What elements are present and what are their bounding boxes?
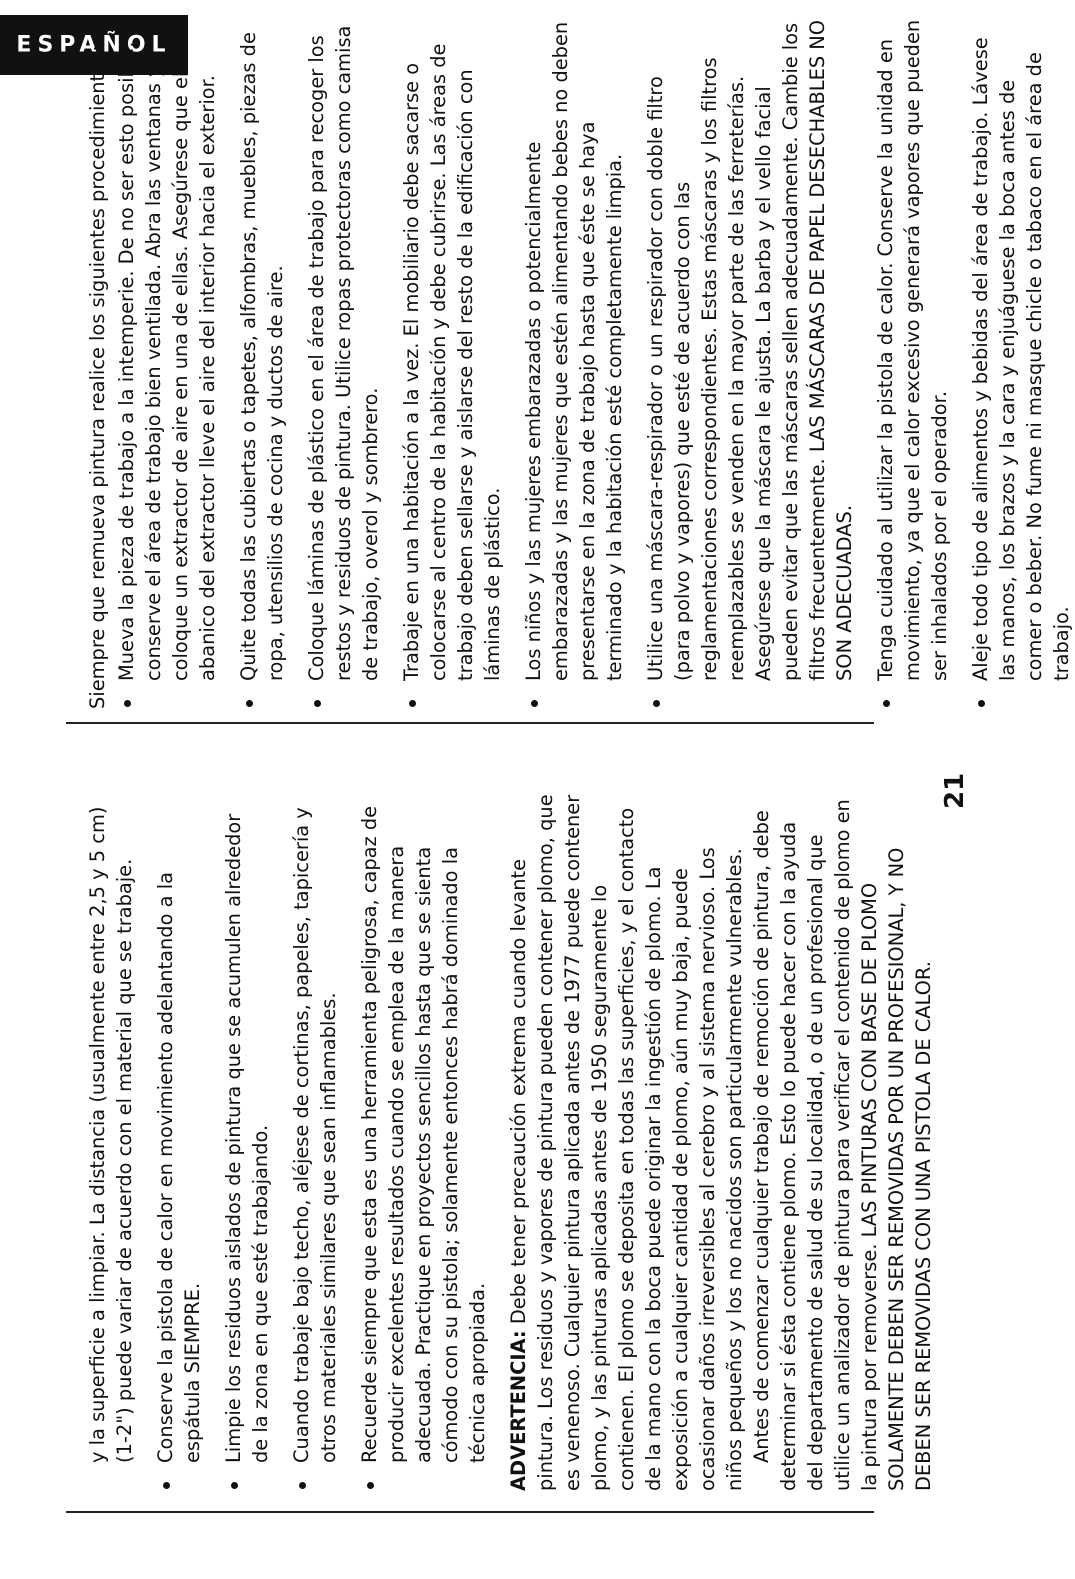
list-item: Utilice una máscara-respirador o un respirador con doble filtro (para polvo y vapores) que esté de acuerdo con las reglamentaciones correspondientes. Estas máscaras y los filtros reemplazables se venden en la mayor parte de las ferreterías. Asegúrese que la máscara le ajusta. La barba y el vello facial pueden evitar que las máscaras sellen adecuadamente. Cambie los filtros frecuentemente. LAS MÁSCARAS DE PAPEL DESECHABLES NO SON ADECUADAS. bbox=[642, 19, 858, 709]
bullet-icon bbox=[653, 700, 660, 707]
bullet-icon bbox=[231, 1482, 238, 1489]
list-item: Tenga cuidado al utilizar la pistola de calor. Conserve la unidad en movimiento, ya que el calor excesivo generará vapores que pueden ser inhalados por el operador. bbox=[872, 19, 953, 709]
list-item: Trabaje en una habitación a la vez. El mobiliario debe sacarse o colocarse al centro de la habitación y debe cubrirse. Las áreas de trabajo deben sellarse y aislarse del resto de la edificación con láminas de plástico. bbox=[398, 19, 506, 709]
bullet-icon bbox=[299, 1482, 306, 1489]
warning-paragraph bbox=[505, 791, 748, 1491]
list-item: Aleje todo tipo de alimentos y bebidas del área de trabajo. Lávese las manos, los brazos y la cara y enjuáguese la boca antes de comer o beber. No fume ni masque chicle o tabaco en el área de trabajo. bbox=[967, 19, 1075, 709]
list-item: Limpie los residuos aislados de pintura que se acumulen alrededor de la zona en que esté trabajando. bbox=[220, 791, 274, 1491]
bullet-icon bbox=[531, 700, 538, 707]
right-bullet-list bbox=[113, 19, 1075, 709]
language-tab-label: ESPAÑOL bbox=[16, 32, 172, 58]
list-item: Mueva la pieza de trabajo a la intemperie. De no ser esto posible, conserve el área de trabajo bien ventilada. Abra las ventanas y coloque un extractor de aire en una de ellas. Asegúrese que el abanico del extractor lleve el aire del interior hacia el exterior. bbox=[113, 19, 221, 709]
bullet-icon bbox=[314, 700, 321, 707]
right-column bbox=[84, 19, 1075, 709]
left-rule bbox=[66, 1511, 874, 1513]
bullet-icon bbox=[367, 1482, 374, 1489]
lead-test-paragraph: Antes de comenzar cualquier trabajo de remoción de pintura, debe determinar si ésta contiene plomo. Esto lo puede hacer con la ayuda del departamento de salud de su localidad, o de un profesional que utilice un analizador de pintura para verificar el contenido de plomo en la pintura por removerse. LAS PINTURAS CON BASE DE PLOMO SOLAMENTE DEBEN SER REMOVIDAS POR UN PROFESIONAL, Y NO DEBEN SER REMOVIDAS CON UNA PISTOLA DE CALOR. bbox=[750, 799, 935, 1491]
left-column bbox=[84, 791, 937, 1491]
left-bullet-list bbox=[152, 791, 491, 1491]
bullet-icon bbox=[246, 700, 253, 707]
center-rule bbox=[66, 722, 874, 724]
bullet-icon bbox=[409, 700, 416, 707]
warning-text: Debe tener precaución extrema cuando levante pintura. Los residuos y vapores de pintura pueden contener plomo, que es venenoso. Cualquier pintura aplicada antes de 1977 puede contener plomo, y las pinturas aplicadas antes de 1950 seguramente lo contienen. El plomo se deposita en todas las superficies, y el contacto de la mano con la boca puede originar la ingestión de plomo. La exposición a cualquier cantidad de plomo, aún muy baja, puede ocasionar daños irreversibles al cerebro y al sistema nervioso. Los niños pequeños y los no nacidos son particularmente vulnerables. bbox=[507, 794, 746, 1491]
page-number: 21 bbox=[940, 772, 970, 809]
procedures-intro: Siempre que remueva pintura realice los siguientes procedimientos: bbox=[86, 45, 109, 709]
warning-label: ADVERTENCIA: bbox=[507, 1330, 530, 1491]
list-item: Cuando trabaje bajo techo, aléjese de cortinas, papeles, tapicería y otros materiales similares que sean inflamables. bbox=[288, 791, 342, 1491]
list-item: Conserve la pistola de calor en movimiento adelantando a la espátula SIEMPRE. bbox=[152, 791, 206, 1491]
continuation-text: y la superficie a limpiar. La distancia (usualmente entre 2,5 y 5 cm) (1-2") puede variar de acuerdo con el material que se trabaje. bbox=[86, 806, 136, 1463]
bullet-icon bbox=[978, 700, 985, 707]
list-item: Quite todas las cubiertas o tapetes, alfombras, muebles, piezas de ropa, utensilios de cocina y ductos de aire. bbox=[235, 19, 289, 709]
list-item: Los niños y las mujeres embarazadas o potencialmente embarazadas y las mujeres que estén alimentando bebes no deben presentarse en la zona de trabajo hasta que éste se haya terminado y la habitación esté completamente limpia. bbox=[520, 19, 628, 709]
bullet-icon bbox=[163, 1482, 170, 1489]
list-item: Recuerde siempre que esta es una herramienta peligrosa, capaz de producir excelentes resultados cuando se emplea de la manera adecuada. Practique en proyectos sencillos hasta que se sienta cómodo con su pistola; solamente entonces habrá dominado la técnica apropiada. bbox=[356, 791, 491, 1491]
bullet-icon bbox=[124, 700, 131, 707]
list-item: Coloque láminas de plástico en el área de trabajo para recoger los restos y residuos de pintura. Utilice ropas protectoras como camisa de trabajo, overol y sombrero. bbox=[303, 19, 384, 709]
bullet-icon bbox=[883, 700, 890, 707]
